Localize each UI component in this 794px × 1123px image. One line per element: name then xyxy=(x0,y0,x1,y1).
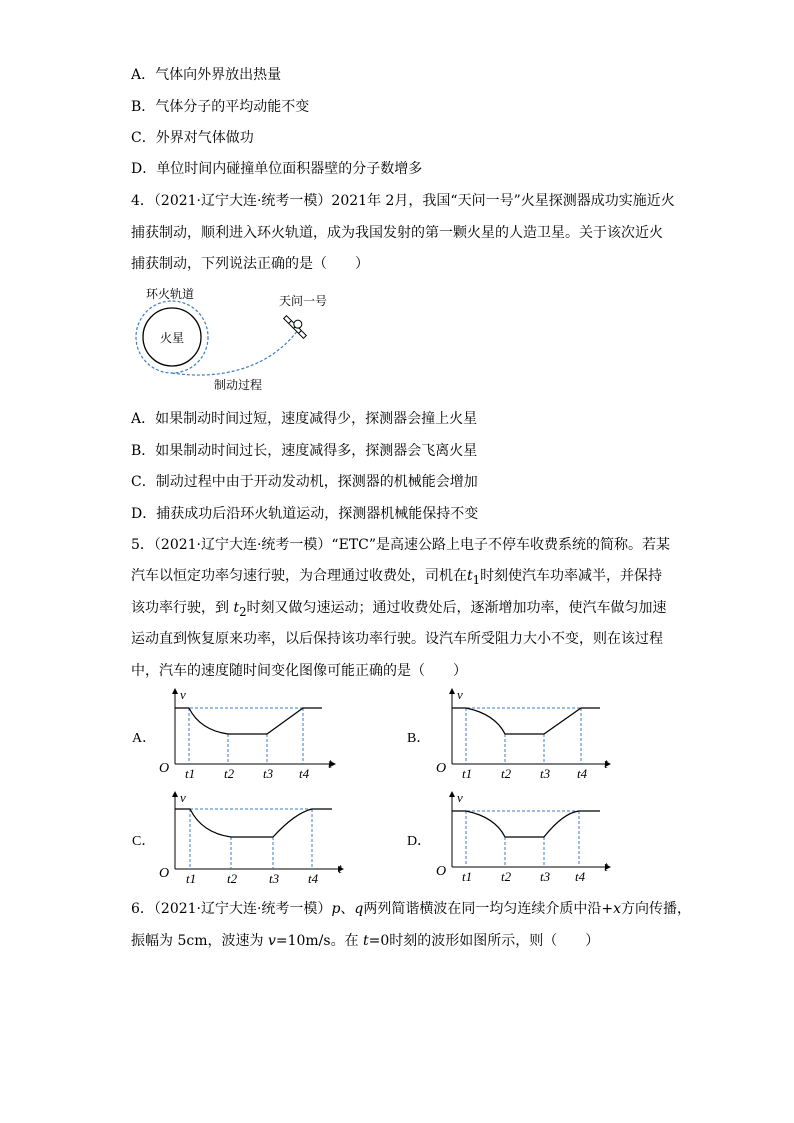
q5-graph-c xyxy=(130,789,355,889)
v-t-curve xyxy=(175,708,322,734)
q5-graph-d xyxy=(405,789,620,889)
q5-stem-line-5: 中，汽车的速度随时间变化图像可能正确的是（ ） xyxy=(131,663,467,679)
svg-text:t2: t2 xyxy=(501,869,512,884)
q4-option-b: B．如果制动时间过长，速度减得多，探测器会飞离火星 xyxy=(131,443,478,459)
q5-stem-line-3: 该功率行驶，到 $t_2$时刻又做匀速运动；通过收费处后，逐渐增加功率，使汽车做匀加速 xyxy=(131,600,667,619)
svg-text:A．: A． xyxy=(132,731,157,746)
q3-option-b: B．气体分子的平均动能不变 xyxy=(131,99,310,115)
q3-option-c: C．外界对气体做功 xyxy=(131,130,254,146)
svg-text:O: O xyxy=(436,761,447,776)
svg-text:B．: B． xyxy=(407,731,431,746)
svg-text:t: t xyxy=(328,757,332,772)
q5-stem-line-1: 5．（2021·辽宁大连·统考一模）“ETC”是高速公路上电子不停车收费系统的简称。若某 xyxy=(131,537,671,553)
svg-text:D．: D． xyxy=(407,834,432,849)
probe-icon xyxy=(284,311,311,338)
svg-text:t: t xyxy=(604,757,608,772)
svg-text:t1: t1 xyxy=(185,766,196,781)
svg-text:t3: t3 xyxy=(540,766,551,781)
q5-graph-a xyxy=(130,686,345,786)
svg-text:v: v xyxy=(180,687,186,702)
svg-text:O: O xyxy=(436,864,447,879)
q4-orbit-figure xyxy=(128,285,358,395)
mars-label: 火星 xyxy=(160,331,185,345)
svg-text:t: t xyxy=(604,860,608,875)
svg-text:t1: t1 xyxy=(462,766,473,781)
q3-option-d: D．单位时间内碰撞单位面积器壁的分子数增多 xyxy=(131,161,423,177)
q4-option-d: D．捕获成功后沿环火轨道运动，探测器机械能保持不变 xyxy=(131,506,479,522)
q5-graph-b xyxy=(405,686,620,786)
q4-option-a: A．如果制动时间过短，速度减得少，探测器会撞上火星 xyxy=(131,411,478,427)
svg-text:O: O xyxy=(159,761,170,776)
q4-stem-line-1: 4．（2021·辽宁大连·统考一模）2021年 2月，我国“天问一号”火星探测器成功实施近火 xyxy=(131,193,675,209)
svg-text:t3: t3 xyxy=(263,766,274,781)
svg-text:t4: t4 xyxy=(577,766,588,781)
q5-stem-line-4: 运动直到恢复原来功率，以后保持该功率行驶。设汽车所受阻力大小不变，则在该过程 xyxy=(131,631,663,647)
orbit-label: 环火轨道 xyxy=(146,287,195,301)
svg-text:t4: t4 xyxy=(299,766,310,781)
q6-stem-line-1: 6．（2021·辽宁大连·统考一模）p、q两列简谐横波在同一均匀连续介质中沿+x方向传播， xyxy=(131,901,692,917)
v-t-curve xyxy=(452,811,600,837)
probe-label: 天问一号 xyxy=(279,294,328,308)
svg-text:t2: t2 xyxy=(227,871,238,886)
q4-option-c: C．制动过程中由于开动发动机，探测器的机械能会增加 xyxy=(131,474,478,490)
svg-text:t4: t4 xyxy=(308,871,319,886)
svg-text:t3: t3 xyxy=(269,871,280,886)
svg-text:v: v xyxy=(457,687,463,702)
svg-text:t2: t2 xyxy=(224,766,235,781)
q6-stem-line-2: 振幅为 5cm，波速为 v=10m/s。在 t=0时刻的波形如图所示，则（ ） xyxy=(131,933,600,949)
process-label: 制动过程 xyxy=(214,378,263,392)
v-t-curve xyxy=(175,809,332,837)
svg-text:t2: t2 xyxy=(501,766,512,781)
svg-text:t1: t1 xyxy=(186,871,197,886)
v-t-curve xyxy=(452,708,600,734)
svg-text:O: O xyxy=(159,866,170,881)
svg-text:t3: t3 xyxy=(540,869,551,884)
q4-stem-line-3: 捕获制动，下列说法正确的是（ ） xyxy=(131,256,369,272)
svg-text:C．: C． xyxy=(132,834,156,849)
svg-text:v: v xyxy=(180,790,186,805)
q5-stem-line-2: 汽车以恒定功率匀速行驶，为合理通过收费处，司机在$t_1$时刻使汽车功率减半，并保持 xyxy=(131,568,663,587)
svg-text:t4: t4 xyxy=(575,869,586,884)
q3-option-a: A．气体向外界放出热量 xyxy=(131,67,282,83)
svg-text:v: v xyxy=(457,790,463,805)
svg-text:t: t xyxy=(338,862,342,877)
q4-stem-line-2: 捕获制动，顺利进入环火轨道，成为我国发射的第一颗火星的人造卫星。关于该次近火 xyxy=(131,225,663,241)
svg-text:t1: t1 xyxy=(462,869,473,884)
